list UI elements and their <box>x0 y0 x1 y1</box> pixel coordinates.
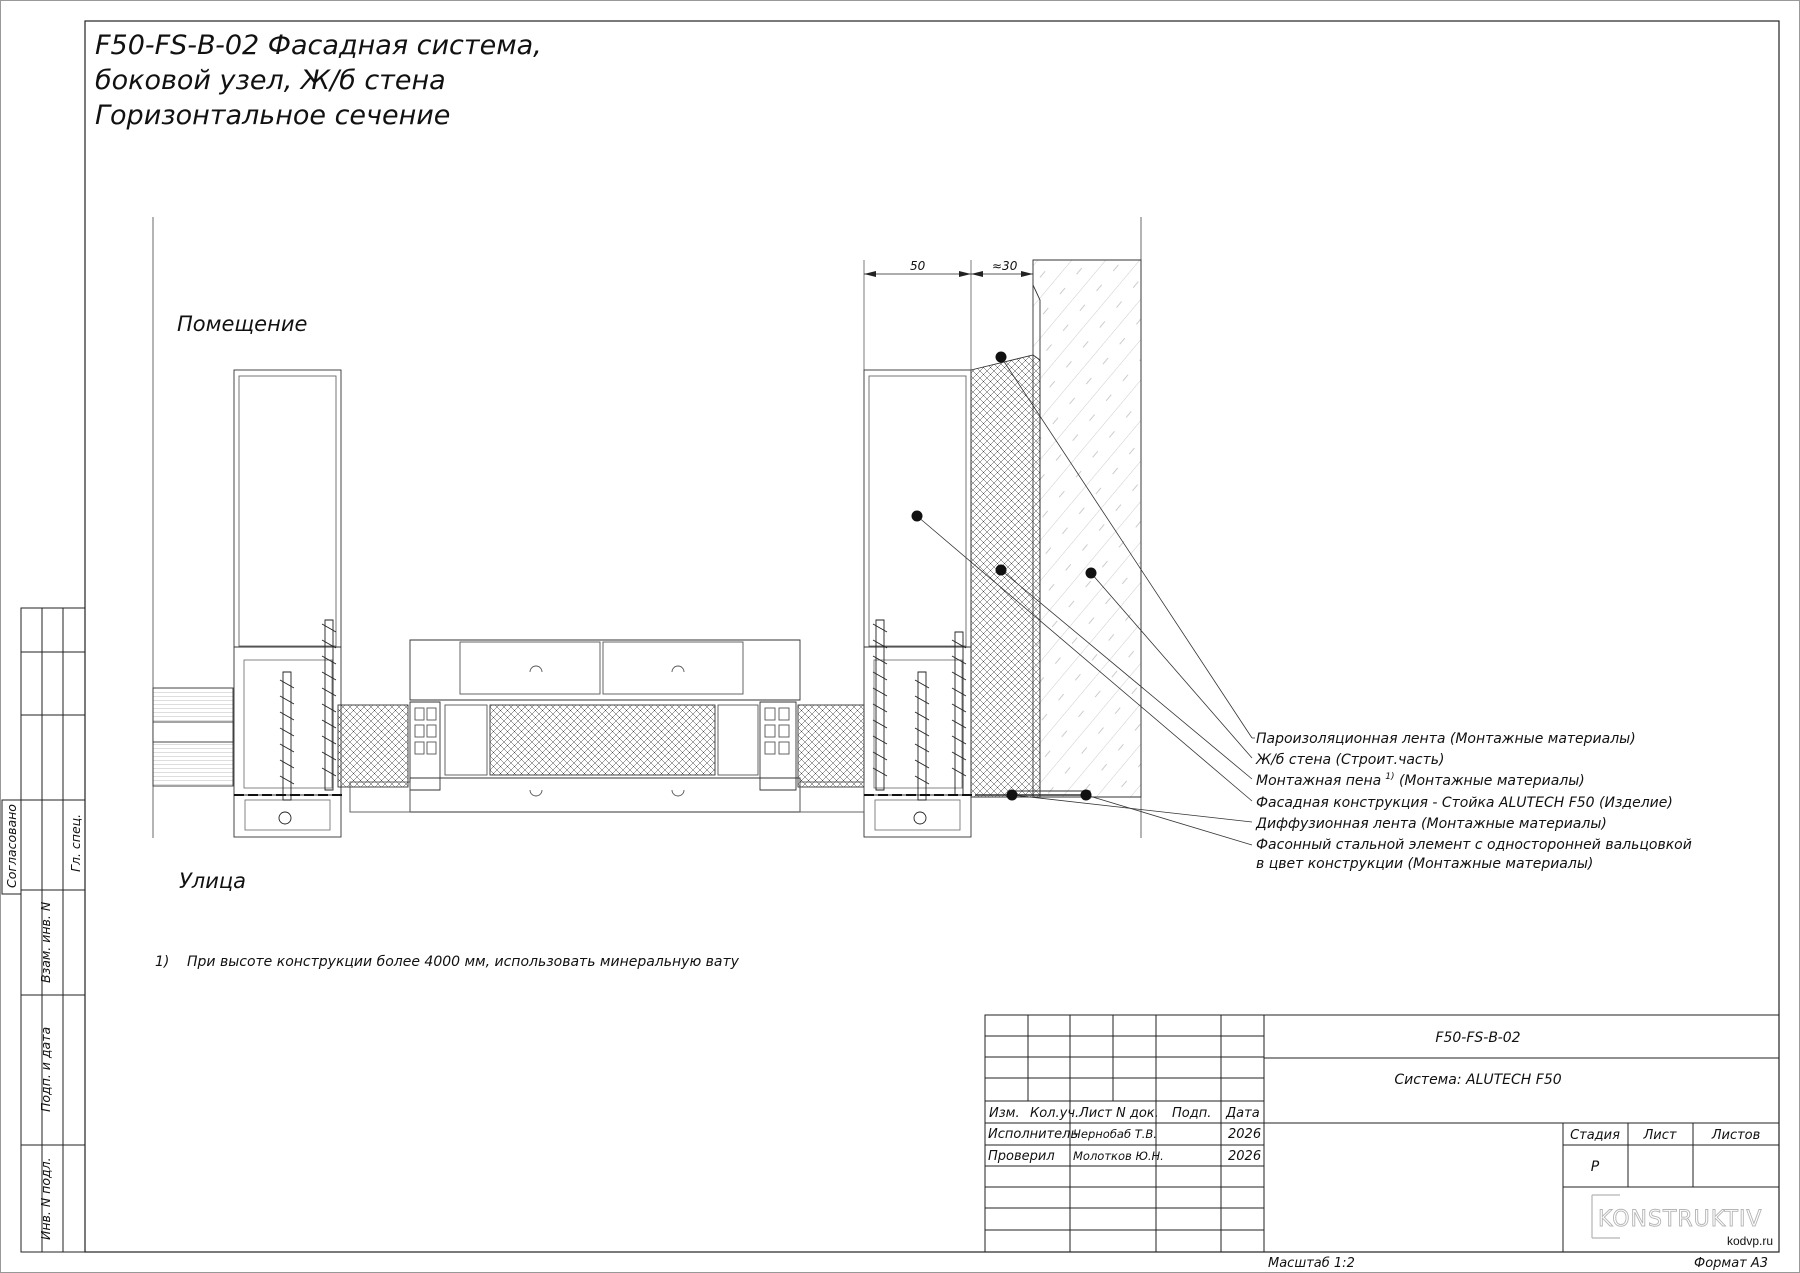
side-sign-date-label: Подп. и дата <box>38 1026 53 1112</box>
tb-header-doc: N док. <box>1116 1106 1159 1121</box>
tb-system: Система: ALUTECH F50 <box>1394 1072 1562 1088</box>
dimension-30: ≈30 <box>992 259 1018 273</box>
tb-sheet-label: Лист <box>1643 1128 1677 1143</box>
callout-list <box>1255 731 1692 872</box>
callout-concrete-wall: Ж/б стена (Строит.часть) <box>1256 752 1445 768</box>
tb-sheets-label: Листов <box>1711 1128 1761 1143</box>
side-replaced-inv-label: Взам. инв. N <box>38 901 53 983</box>
tb-header-rev: Изм. <box>989 1106 1020 1121</box>
callout-vapor-tape: Пароизоляционная лента (Монтажные материалы) <box>1256 731 1636 747</box>
footnote-text: При высоте конструкции более 4000 мм, использовать минеральную вату <box>187 954 739 970</box>
konstruktiv-logo <box>1592 1195 1762 1238</box>
tb-row-checker-role: Проверил <box>988 1149 1055 1164</box>
tb-stage-label: Стадия <box>1570 1128 1620 1143</box>
tb-row-checker-name: Молотков Ю.Н. <box>1073 1149 1164 1163</box>
tb-scale: Масштаб 1:2 <box>1268 1256 1355 1271</box>
tb-site: kodvp.ru <box>1727 1234 1774 1248</box>
callout-foam: Монтажная пена $^{1)}$ (Монтажные материалы) <box>1256 772 1585 789</box>
footnote-number: 1) <box>155 954 170 970</box>
section-drawing <box>153 217 1141 838</box>
tb-header-date: Дата <box>1226 1106 1260 1121</box>
street-label: Улица <box>179 869 247 893</box>
tb-stage-value: Р <box>1590 1159 1600 1175</box>
tb-header-sign: Подп. <box>1172 1106 1212 1121</box>
title-line-1: F50-FS-B-02 Фасадная система, <box>95 30 542 61</box>
tb-row-executor-role: Исполнитель <box>988 1127 1079 1142</box>
side-inv-orig-label: Инв. N подл. <box>38 1157 53 1240</box>
side-agreed-label: Согласовано <box>4 804 19 888</box>
tb-headers <box>989 1106 1260 1121</box>
side-chief-spec-label: Гл. спец. <box>68 813 83 872</box>
tb-row-executor-date: 2026 <box>1228 1127 1262 1142</box>
tb-format: Формат А3 <box>1694 1256 1769 1271</box>
title-line-2: боковой узел, Ж/б стена <box>95 65 446 96</box>
tb-code: F50-FS-B-02 <box>1435 1030 1521 1046</box>
callout-facade-mullion: Фасадная конструкция - Стойка ALUTECH F50 (Изделие) <box>1256 795 1673 811</box>
callout-diffusion-tape: Диффузионная лента (Монтажные материалы) <box>1256 816 1607 832</box>
callout-steel-element: Фасонный стальной элемент с односторонней вальцовкой <box>1256 837 1692 853</box>
tb-header-sheet: Лист <box>1079 1106 1112 1121</box>
logo-text: KONSTRUKTIV <box>1598 1207 1763 1232</box>
tb-header-qty: Кол.уч. <box>1030 1106 1080 1121</box>
tb-row-executor-name: Чернобаб Т.В. <box>1073 1127 1157 1141</box>
callout-steel-element-cont: в цвет конструкции (Монтажные материалы) <box>1256 856 1594 872</box>
room-label: Помещение <box>177 312 308 336</box>
title-line-3: Горизонтальное сечение <box>95 100 451 131</box>
drawing-frame <box>85 21 1779 1252</box>
drawing-title <box>95 30 542 131</box>
dimension-50: 50 <box>910 259 926 273</box>
tb-row-checker-date: 2026 <box>1228 1149 1262 1164</box>
